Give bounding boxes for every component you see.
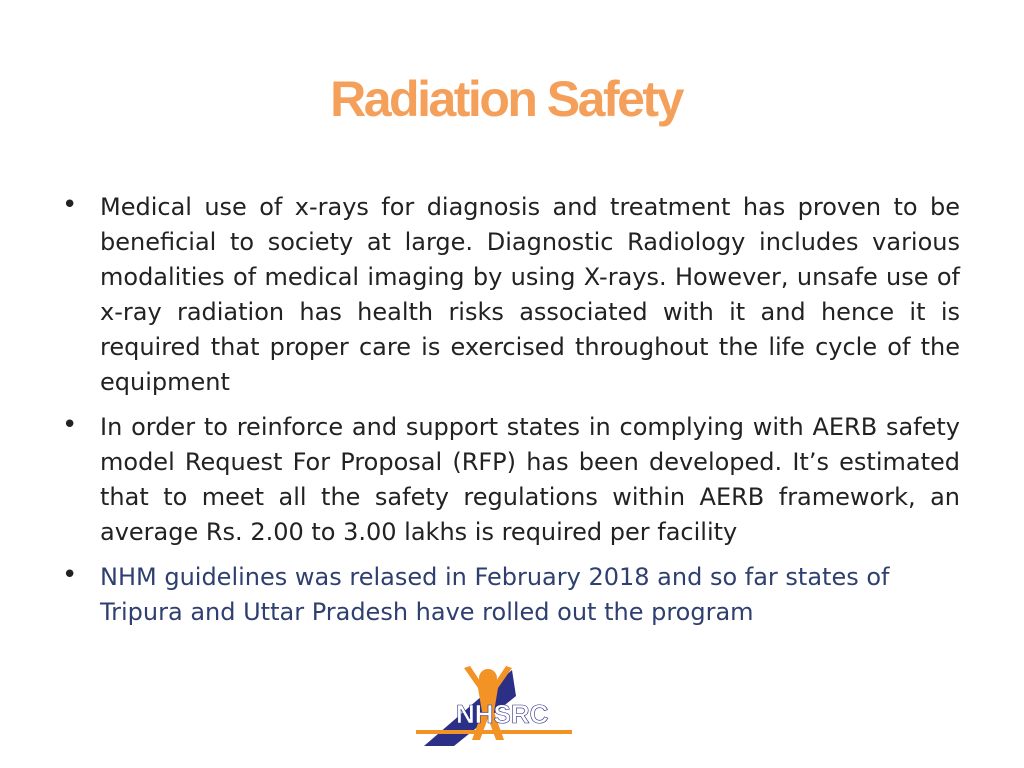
bullet-list <box>62 190 960 640</box>
logo-wordmark: NHSRC <box>456 699 549 729</box>
bullet-text: Medical use of x-rays for diagnosis and treatment has proven to be beneficial to society at large. Diagnostic Radiology includes various modalities of medical imaging by using X-rays. However, unsafe use of x-ray radiation has health risks associated with it and hence it is required that proper care is exercised throughout the life cycle of the equipment <box>100 193 960 396</box>
bullet-icon: • <box>62 190 78 220</box>
bullet-text: NHM guidelines was relased in February 2018 and so far states of Tripura and Uttar Pradesh have rolled out the program <box>100 563 890 626</box>
logo-orange-bar <box>416 730 572 734</box>
slide-title: Radiation Safety <box>330 71 682 127</box>
bullet-item <box>62 190 960 400</box>
bullet-item <box>62 410 960 550</box>
bullet-item <box>62 560 960 630</box>
bullet-icon: • <box>62 410 78 440</box>
bullet-text: In order to reinforce and support states in complying with AERB safety model Request For Proposal (RFP) has been developed. It’s estimated that to meet all the safety regulations within AERB framework, an average Rs. 2.00 to 3.00 lakhs is required per facility <box>100 413 960 546</box>
nhsrc-logo <box>416 660 572 760</box>
bullet-icon: • <box>62 560 78 590</box>
